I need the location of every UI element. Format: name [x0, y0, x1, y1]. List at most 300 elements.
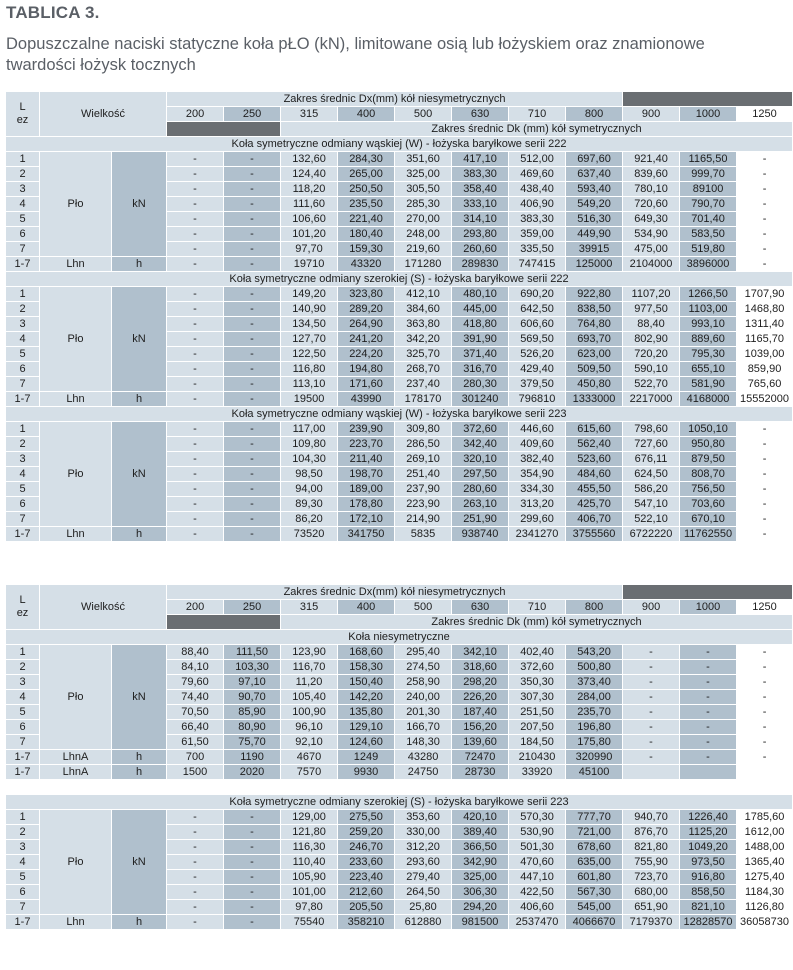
- value-cell: 363,80: [395, 317, 452, 332]
- row-l-value: 4: [6, 855, 40, 870]
- value-cell: 1500: [167, 765, 224, 780]
- value-cell: 1488,00: [737, 840, 793, 855]
- row-l-value: 7: [6, 242, 40, 257]
- row-l-value: 1-7: [6, 765, 40, 780]
- value-cell: 105,40: [281, 690, 338, 705]
- value-cell: 795,30: [680, 347, 737, 362]
- size-header: 710: [509, 600, 566, 615]
- value-cell: -: [224, 900, 281, 915]
- value-cell: 325,00: [452, 870, 509, 885]
- value-cell: 284,30: [338, 152, 395, 167]
- value-cell: 223,40: [338, 870, 395, 885]
- value-cell: 251,90: [452, 512, 509, 527]
- value-cell: 858,50: [680, 885, 737, 900]
- value-cell: -: [167, 332, 224, 347]
- value-cell: 79,60: [167, 675, 224, 690]
- value-cell: 475,00: [623, 242, 680, 257]
- value-cell: 334,30: [509, 482, 566, 497]
- value-cell: 635,00: [566, 855, 623, 870]
- value-cell: -: [224, 182, 281, 197]
- value-cell: 286,50: [395, 437, 452, 452]
- value-cell: 383,30: [452, 167, 509, 182]
- value-cell: 353,60: [395, 810, 452, 825]
- value-cell: -: [680, 660, 737, 675]
- value-cell: 417,10: [452, 152, 509, 167]
- value-cell: 15552000: [737, 392, 793, 407]
- value-cell: -: [167, 182, 224, 197]
- row-l-value: 7: [6, 735, 40, 750]
- value-cell: 233,60: [338, 855, 395, 870]
- value-cell: 562,40: [566, 437, 623, 452]
- value-cell: 196,80: [566, 720, 623, 735]
- value-cell: 2537470: [509, 915, 566, 930]
- value-cell: 372,60: [509, 660, 566, 675]
- value-cell: 92,10: [281, 735, 338, 750]
- value-cell: 149,20: [281, 287, 338, 302]
- value-cell: 309,80: [395, 422, 452, 437]
- row-l-value: 6: [6, 362, 40, 377]
- value-cell: 178,80: [338, 497, 395, 512]
- value-cell: 116,30: [281, 840, 338, 855]
- value-cell: -: [737, 452, 793, 467]
- value-cell: 922,80: [566, 287, 623, 302]
- size-header: 1250: [737, 600, 793, 615]
- value-cell: -: [737, 467, 793, 482]
- value-cell: 3896000: [680, 257, 737, 272]
- value-cell: 171,60: [338, 377, 395, 392]
- value-cell: 219,60: [395, 242, 452, 257]
- kn-unit: kN: [112, 287, 167, 392]
- value-cell: 89,30: [281, 497, 338, 512]
- table-row: [6, 257, 793, 272]
- size-header: 900: [623, 600, 680, 615]
- value-cell: -: [737, 257, 793, 272]
- table-row: [6, 765, 793, 780]
- size-header: 400: [338, 600, 395, 615]
- value-cell: -: [167, 900, 224, 915]
- value-cell: 184,50: [509, 735, 566, 750]
- value-cell: -: [167, 825, 224, 840]
- value-cell: 134,50: [281, 317, 338, 332]
- value-cell: 306,30: [452, 885, 509, 900]
- value-cell: 623,00: [566, 347, 623, 362]
- row-l-value: 1: [6, 645, 40, 660]
- value-cell: 342,20: [395, 332, 452, 347]
- value-cell: 25,80: [395, 900, 452, 915]
- h-unit: h: [112, 765, 167, 780]
- value-cell: 330,00: [395, 825, 452, 840]
- value-cell: 223,90: [395, 497, 452, 512]
- value-cell: -: [737, 750, 793, 765]
- dx-range-label: Zakres średnic Dx(mm) kół niesymetrycznych: [167, 585, 623, 600]
- section-title: Koła symetryczne odmiany szerokiej (S) - łożyska baryłkowe serii 223: [6, 795, 793, 810]
- value-cell: 606,60: [509, 317, 566, 332]
- l-ez-header: [6, 92, 40, 137]
- value-cell: 223,70: [338, 437, 395, 452]
- page-subtitle: [6, 34, 771, 76]
- value-cell: 1184,30: [737, 885, 793, 900]
- row-l-value: 1-7: [6, 750, 40, 765]
- size-header: 1000: [680, 107, 737, 122]
- value-cell: -: [224, 437, 281, 452]
- value-cell: 1333000: [566, 392, 623, 407]
- value-cell: 977,50: [623, 302, 680, 317]
- value-cell: 590,10: [623, 362, 680, 377]
- value-cell: 530,90: [509, 825, 566, 840]
- value-cell: 583,50: [680, 227, 737, 242]
- value-cell: 678,60: [566, 840, 623, 855]
- value-cell: -: [167, 317, 224, 332]
- value-cell: -: [224, 885, 281, 900]
- value-cell: 409,60: [509, 437, 566, 452]
- row-l-value: 1: [6, 287, 40, 302]
- value-cell: [623, 765, 680, 780]
- value-cell: -: [224, 257, 281, 272]
- value-cell: -: [167, 840, 224, 855]
- value-cell: 335,50: [509, 242, 566, 257]
- value-cell: 264,50: [395, 885, 452, 900]
- value-cell: -: [224, 362, 281, 377]
- value-cell: 316,70: [452, 362, 509, 377]
- value-cell: 2341270: [509, 527, 566, 542]
- size-header: 630: [452, 600, 509, 615]
- value-cell: 379,50: [509, 377, 566, 392]
- wielkosc-header: Wielkość: [40, 92, 167, 137]
- value-cell: -: [224, 915, 281, 930]
- value-cell: 280,30: [452, 377, 509, 392]
- value-cell: 798,60: [623, 422, 680, 437]
- value-cell: -: [224, 332, 281, 347]
- size-header: 800: [566, 600, 623, 615]
- value-cell: 12828570: [680, 915, 737, 930]
- value-cell: 211,40: [338, 452, 395, 467]
- row-l-value: 1-7: [6, 915, 40, 930]
- value-cell: 314,10: [452, 212, 509, 227]
- value-cell: 246,70: [338, 840, 395, 855]
- value-cell: 116,70: [281, 660, 338, 675]
- lhn-label: Lhn: [40, 257, 112, 272]
- value-cell: 445,00: [452, 302, 509, 317]
- size-header: 630: [452, 107, 509, 122]
- h-unit: h: [112, 392, 167, 407]
- value-cell: 516,30: [566, 212, 623, 227]
- row-l-value: 2: [6, 437, 40, 452]
- value-cell: 764,80: [566, 317, 623, 332]
- value-cell: 103,30: [224, 660, 281, 675]
- section-title: Koła symetryczne odmiany szerokiej (S) - łożyska baryłkowe serii 222: [6, 272, 793, 287]
- value-cell: 166,70: [395, 720, 452, 735]
- row-l-value: 4: [6, 197, 40, 212]
- value-cell: 438,40: [509, 182, 566, 197]
- value-cell: 2217000: [623, 392, 680, 407]
- row-l-value: 7: [6, 512, 40, 527]
- value-cell: 9930: [338, 765, 395, 780]
- value-cell: 2020: [224, 765, 281, 780]
- value-cell: 258,90: [395, 675, 452, 690]
- size-header: 400: [338, 107, 395, 122]
- value-cell: 275,50: [338, 810, 395, 825]
- value-cell: -: [167, 227, 224, 242]
- row-l-value: 5: [6, 482, 40, 497]
- value-cell: 701,40: [680, 212, 737, 227]
- value-cell: 45100: [566, 765, 623, 780]
- value-cell: 66,40: [167, 720, 224, 735]
- value-cell: -: [167, 347, 224, 362]
- table-row: [6, 422, 793, 437]
- value-cell: 569,50: [509, 332, 566, 347]
- row-l-value: 3: [6, 675, 40, 690]
- page-title: TABLICA 3.: [6, 3, 100, 22]
- value-cell: 90,70: [224, 690, 281, 705]
- value-cell: -: [167, 467, 224, 482]
- value-cell: 205,50: [338, 900, 395, 915]
- value-cell: 127,70: [281, 332, 338, 347]
- value-cell: 293,60: [395, 855, 452, 870]
- value-cell: 260,60: [452, 242, 509, 257]
- value-cell: 305,50: [395, 182, 452, 197]
- size-header: 500: [395, 600, 452, 615]
- table-row: [6, 645, 793, 660]
- value-cell: 755,90: [623, 855, 680, 870]
- value-cell: 523,60: [566, 452, 623, 467]
- value-cell: 313,20: [509, 497, 566, 512]
- value-cell: 703,60: [680, 497, 737, 512]
- value-cell: 501,30: [509, 840, 566, 855]
- value-cell: 402,40: [509, 645, 566, 660]
- wielkosc-header: Wielkość: [40, 585, 167, 630]
- value-cell: -: [167, 437, 224, 452]
- table-row: [6, 392, 793, 407]
- value-cell: -: [623, 690, 680, 705]
- value-cell: 171280: [395, 257, 452, 272]
- row-l-value: 5: [6, 347, 40, 362]
- value-cell: 43280: [395, 750, 452, 765]
- ez-label: ez: [16, 114, 29, 126]
- value-cell: -: [680, 690, 737, 705]
- value-cell: -: [167, 870, 224, 885]
- value-cell: 109,80: [281, 437, 338, 452]
- value-cell: 455,50: [566, 482, 623, 497]
- value-cell: 129,00: [281, 810, 338, 825]
- section-title: Koła symetryczne odmiany wąskiej (W) - łożyska baryłkowe serii 222: [6, 137, 793, 152]
- value-cell: 298,20: [452, 675, 509, 690]
- value-cell: 97,10: [224, 675, 281, 690]
- value-cell: 43320: [338, 257, 395, 272]
- value-cell: 259,20: [338, 825, 395, 840]
- table-row: [6, 810, 793, 825]
- size-header: 200: [167, 107, 224, 122]
- value-cell: 484,60: [566, 467, 623, 482]
- value-cell: 61,50: [167, 735, 224, 750]
- value-cell: 89100: [680, 182, 737, 197]
- value-cell: -: [167, 212, 224, 227]
- value-cell: 4066670: [566, 915, 623, 930]
- value-cell: 938740: [452, 527, 509, 542]
- value-cell: 251,40: [395, 467, 452, 482]
- value-cell: -: [224, 227, 281, 242]
- size-header: 200: [167, 600, 224, 615]
- value-cell: -: [737, 645, 793, 660]
- row-l-value: 5: [6, 212, 40, 227]
- value-cell: -: [680, 735, 737, 750]
- value-cell: 543,20: [566, 645, 623, 660]
- value-cell: -: [167, 197, 224, 212]
- value-cell: 88,40: [623, 317, 680, 332]
- value-cell: 168,60: [338, 645, 395, 660]
- row-l-value: 5: [6, 870, 40, 885]
- h-unit: h: [112, 527, 167, 542]
- value-cell: 1103,00: [680, 302, 737, 317]
- value-cell: 101,20: [281, 227, 338, 242]
- value-cell: -: [224, 317, 281, 332]
- value-cell: -: [737, 437, 793, 452]
- value-cell: -: [737, 512, 793, 527]
- value-cell: 294,20: [452, 900, 509, 915]
- value-cell: 325,70: [395, 347, 452, 362]
- value-cell: 406,70: [566, 512, 623, 527]
- value-cell: -: [224, 467, 281, 482]
- value-cell: 121,80: [281, 825, 338, 840]
- row-l-value: 1-7: [6, 257, 40, 272]
- value-cell: 480,10: [452, 287, 509, 302]
- value-cell: 237,90: [395, 482, 452, 497]
- value-cell: 1165,50: [680, 152, 737, 167]
- value-cell: 1707,90: [737, 287, 793, 302]
- value-cell: -: [167, 855, 224, 870]
- value-cell: 212,60: [338, 885, 395, 900]
- value-cell: 1190: [224, 750, 281, 765]
- value-cell: -: [224, 855, 281, 870]
- row-l-value: 4: [6, 332, 40, 347]
- value-cell: 139,60: [452, 735, 509, 750]
- value-cell: -: [737, 660, 793, 675]
- value-cell: 697,60: [566, 152, 623, 167]
- value-cell: 323,80: [338, 287, 395, 302]
- value-cell: 142,20: [338, 690, 395, 705]
- dx-range-label: Zakres średnic Dx(mm) kół niesymetrycznych: [167, 92, 623, 107]
- value-cell: 24750: [395, 765, 452, 780]
- value-cell: 7570: [281, 765, 338, 780]
- value-cell: 5835: [395, 527, 452, 542]
- value-cell: 98,50: [281, 467, 338, 482]
- value-cell: -: [224, 840, 281, 855]
- value-cell: [737, 765, 793, 780]
- value-cell: 74,40: [167, 690, 224, 705]
- value-cell: 180,40: [338, 227, 395, 242]
- value-cell: 382,40: [509, 452, 566, 467]
- value-cell: 1039,00: [737, 347, 793, 362]
- value-cell: 318,60: [452, 660, 509, 675]
- value-cell: -: [224, 167, 281, 182]
- value-cell: 447,10: [509, 870, 566, 885]
- value-cell: 279,40: [395, 870, 452, 885]
- value-cell: 522,10: [623, 512, 680, 527]
- value-cell: 790,70: [680, 197, 737, 212]
- value-cell: -: [224, 197, 281, 212]
- value-cell: 720,20: [623, 347, 680, 362]
- value-cell: 586,20: [623, 482, 680, 497]
- value-cell: 97,70: [281, 242, 338, 257]
- value-cell: -: [737, 212, 793, 227]
- size-header: 315: [281, 107, 338, 122]
- value-cell: 570,30: [509, 810, 566, 825]
- plo-label: Pło: [40, 152, 112, 257]
- value-cell: 156,20: [452, 720, 509, 735]
- value-cell: 100,90: [281, 705, 338, 720]
- value-cell: 821,10: [680, 900, 737, 915]
- value-cell: 4168000: [680, 392, 737, 407]
- value-cell: 132,60: [281, 152, 338, 167]
- value-cell: 391,90: [452, 332, 509, 347]
- value-cell: 1049,20: [680, 840, 737, 855]
- value-cell: -: [167, 242, 224, 257]
- value-cell: -: [680, 705, 737, 720]
- value-cell: 889,60: [680, 332, 737, 347]
- value-cell: 172,10: [338, 512, 395, 527]
- dk-range-label: Zakres średnic Dk (mm) kół symetrycznych: [281, 122, 793, 137]
- value-cell: 293,80: [452, 227, 509, 242]
- value-cell: 295,40: [395, 645, 452, 660]
- value-cell: -: [224, 870, 281, 885]
- value-cell: 248,00: [395, 227, 452, 242]
- value-cell: 342,90: [452, 855, 509, 870]
- value-cell: 43990: [338, 392, 395, 407]
- value-cell: 446,60: [509, 422, 566, 437]
- value-cell: 1275,40: [737, 870, 793, 885]
- value-cell: 601,80: [566, 870, 623, 885]
- value-cell: 747415: [509, 257, 566, 272]
- value-cell: 264,90: [338, 317, 395, 332]
- row-l-value: 1-7: [6, 392, 40, 407]
- size-header: 1000: [680, 600, 737, 615]
- value-cell: 11,20: [281, 675, 338, 690]
- value-cell: -: [737, 422, 793, 437]
- value-cell: 175,80: [566, 735, 623, 750]
- value-cell: 1125,20: [680, 825, 737, 840]
- value-cell: 534,90: [623, 227, 680, 242]
- value-cell: -: [623, 660, 680, 675]
- value-cell: 111,50: [224, 645, 281, 660]
- value-cell: 341750: [338, 527, 395, 542]
- value-cell: -: [224, 302, 281, 317]
- value-cell: -: [167, 377, 224, 392]
- value-cell: 239,90: [338, 422, 395, 437]
- value-cell: -: [167, 362, 224, 377]
- value-cell: 342,10: [452, 645, 509, 660]
- value-cell: -: [737, 167, 793, 182]
- row-l-value: 3: [6, 840, 40, 855]
- value-cell: 649,30: [623, 212, 680, 227]
- size-header: 1250: [737, 107, 793, 122]
- value-cell: 1311,40: [737, 317, 793, 332]
- value-cell: 88,40: [167, 645, 224, 660]
- value-cell: [680, 765, 737, 780]
- value-cell: 129,10: [338, 720, 395, 735]
- value-cell: -: [680, 675, 737, 690]
- value-cell: 124,40: [281, 167, 338, 182]
- value-cell: 269,10: [395, 452, 452, 467]
- value-cell: 268,70: [395, 362, 452, 377]
- value-cell: -: [167, 302, 224, 317]
- value-cell: 251,50: [509, 705, 566, 720]
- value-cell: 973,50: [680, 855, 737, 870]
- value-cell: 312,20: [395, 840, 452, 855]
- l-label: L: [19, 594, 26, 606]
- value-cell: 194,80: [338, 362, 395, 377]
- value-cell: 581,90: [680, 377, 737, 392]
- row-l-value: 1: [6, 422, 40, 437]
- value-cell: 615,60: [566, 422, 623, 437]
